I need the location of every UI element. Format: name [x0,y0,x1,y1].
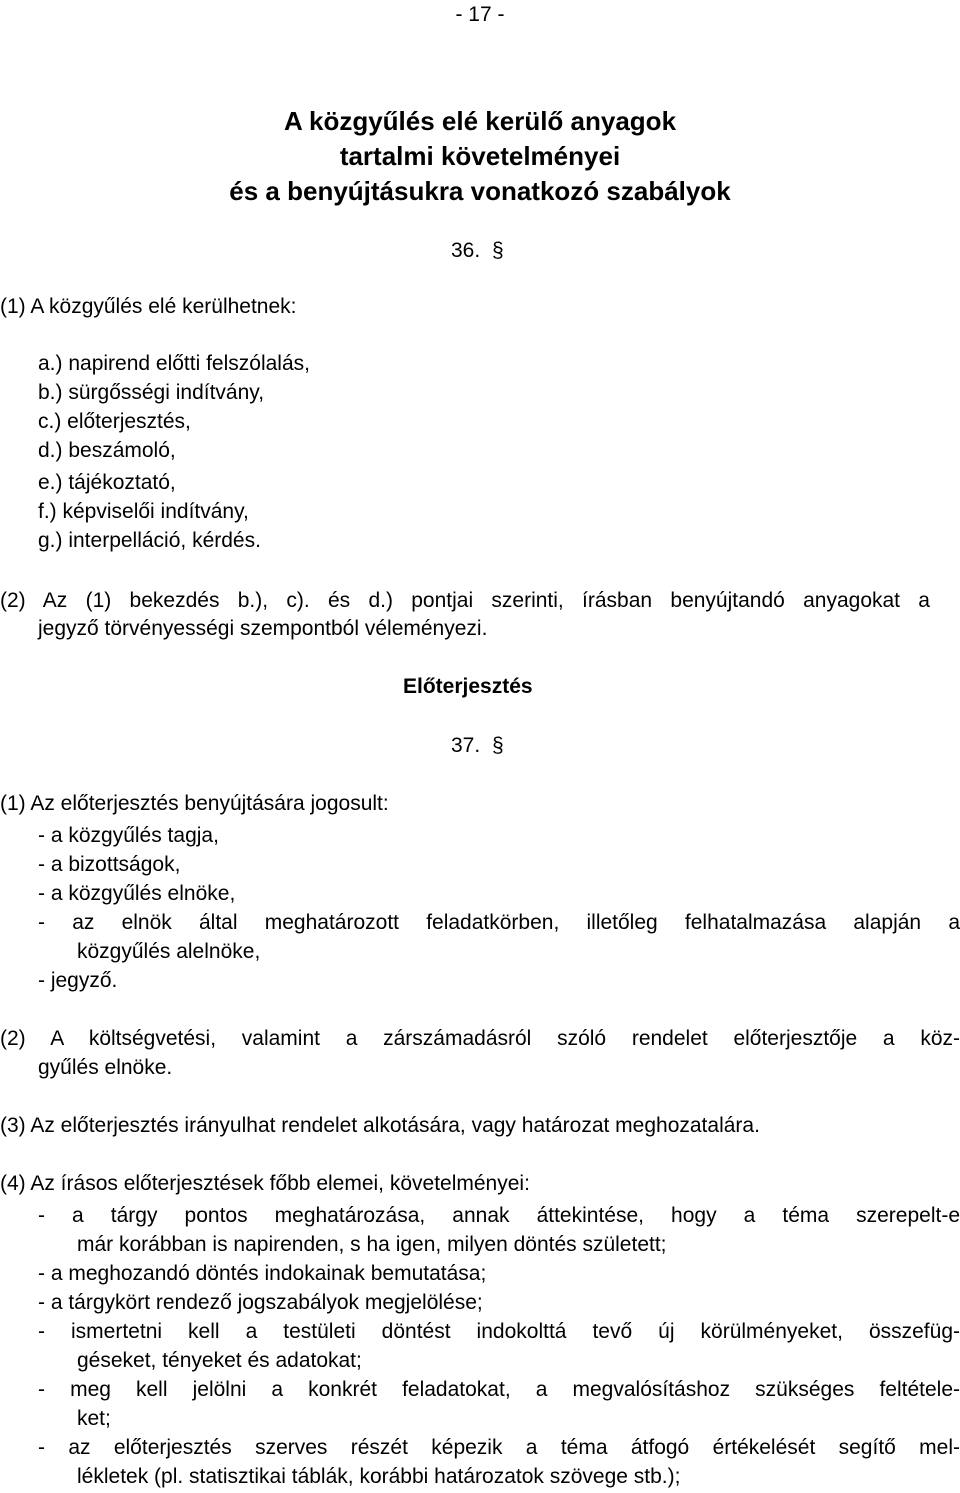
list-item: - a bizottságok, [38,853,181,876]
list-item: - a tárgykört rendező jogszabályok megjelölése; [38,1291,483,1314]
section-36-number-text: 36. [451,239,481,262]
section-36-number [451,236,504,265]
section-37-paragraph-2-line-2: gyűlés elnöke. [38,1056,173,1079]
subheading: Előterjesztés [403,675,533,698]
section-37-number-text: 37. [451,734,481,757]
list-item-continuation: lékletek (pl. statisztikai táblák, korábbi határozatok szövege stb.); [77,1465,681,1488]
list-item: - meg kell jelölni a konkrét feladatokat, a megvalósításhoz szükséges feltétele- [38,1378,960,1401]
list-item: d.) beszámoló, [38,439,176,462]
list-item: c.) előterjesztés, [38,410,191,433]
list-item: - a közgyűlés elnöke, [38,882,236,905]
section-36-paragraph-2-line-1: (2) Az (1) bekezdés b.), c). és d.) pontjai szerinti, írásban benyújtandó anyagokat a [0,589,930,612]
list-item: g.) interpelláció, kérdés. [38,529,261,552]
list-item: f.) képviselői indítvány, [38,500,249,523]
list-item: - a tárgy pontos meghatározása, annak áttekintése, hogy a téma szerepelt-e [38,1204,960,1227]
list-item: - jegyző. [38,969,118,992]
list-item: - az előterjesztés szerves részét képezik a téma átfogó értékelését segítő mel- [38,1436,960,1459]
list-item-continuation: géseket, tényeket és adatokat; [77,1349,362,1372]
list-item: b.) sürgősségi indítvány, [38,381,265,404]
list-item: - ismertetni kell a testületi döntést indokolttá tevő új körülményeket, összefüg- [38,1320,960,1343]
list-item: a.) napirend előtti felszólalás, [38,352,310,375]
heading-line-1: A közgyűlés elé kerülő anyagok [283,106,677,136]
section-37-number [451,731,504,760]
section-37-paragraph-3: (3) Az előterjesztés irányulhat rendelet alkotására, vagy határozat meghozatalára. [0,1114,760,1137]
section-36-paragraph-2-line-2: jegyző törvényességi szempontból véleményezi. [38,617,488,640]
section-sign: § [492,734,504,757]
list-item-continuation: ket; [77,1407,111,1430]
heading-line-2: tartalmi követelményei [339,141,621,171]
list-item: e.) tájékoztató, [38,471,176,494]
section-37-paragraph-4: (4) Az írásos előterjesztések főbb elemei, követelményei: [0,1172,530,1195]
heading-line-3: és a benyújtásukra vonatkozó szabályok [229,176,731,206]
list-item: - az elnök által meghatározott feladatkörben, illetőleg felhatalmazása alapján a [38,911,960,934]
list-item: - a meghozandó döntés indokainak bemutatása; [38,1262,487,1285]
list-item-continuation: közgyűlés alelnöke, [77,940,261,963]
section-36-paragraph-1: (1) A közgyűlés elé kerülhetnek: [0,295,297,318]
page-number: - 17 - [455,3,505,26]
list-item: - a közgyűlés tagja, [38,824,219,847]
section-sign: § [492,239,504,262]
section-37-paragraph-1: (1) Az előterjesztés benyújtására jogosult: [0,792,389,815]
list-item-continuation: már korábban is napirenden, s ha igen, milyen döntés született; [77,1233,667,1256]
section-37-paragraph-2-line-1: (2) A költségvetési, valamint a zárszámadásról szóló rendelet előterjesztője a köz- [0,1027,960,1050]
